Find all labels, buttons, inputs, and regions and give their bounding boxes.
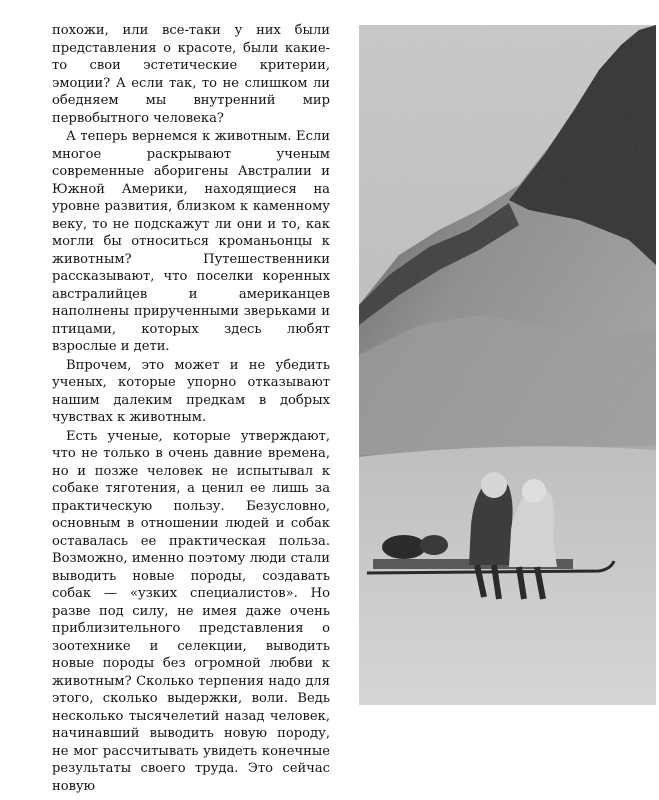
paragraph-1: похожи, или все-таки у них были представления о красоте, были какие-то свои эстетические критерии, эмоции? А если так, то не слишком ли обедняем мы внутренний мир первобытного человека?: [52, 23, 330, 126]
cargo-bundle-2: [420, 535, 448, 555]
photo-sled-mountain: [359, 25, 656, 705]
hood-right: [522, 479, 546, 503]
article-text-column: [52, 22, 330, 795]
film-grain: [359, 25, 656, 705]
hood-left: [481, 472, 507, 498]
paragraph-2: А теперь вернемся к животным. Если многое раскрывают ученым современные аборигены Австралии и Южной Америки, находящиеся на уровне развития, близком к каменному веку, то не подскажут ли они и то, как могли бы относиться кроманьонцы к животным? Путешественники рассказывают, что поселки коренных австралийцев и американцев наполнены прирученными зверьками и птицами, которых здесь любят взрослые и дети.: [52, 129, 330, 354]
cargo-bundle: [382, 535, 426, 559]
photo-illustration: [359, 25, 656, 705]
paragraph-4: Есть ученые, которые утверждают, что не только в очень давние времена, но и позже человек не испытывал к собаке тяготения, а ценил ее лишь за практическую пользу. Безусловно, основным в отношении людей и собак оставалась ее практическая польза. Возможно, именно поэтому люди стали выводить новые породы, создавать собак — «узких специалистов». Но разве под силу, не имея даже очень приблизительного представления о зоотехнике и селекции, выводить новые породы без огромной любви к животным? Сколько терпения надо для этого, сколько выдержки, воли. Ведь несколько тысячелетий назад человек, начинавший выводить новую породу, не мог рассчитывать увидеть конечные результаты своего труда. Это сейчас новую: [52, 428, 330, 794]
paragraph-3: Впрочем, это может и не убедить ученых, которые упорно отказывают нашим далеким предкам в добрых чувствах к животным.: [52, 357, 330, 425]
